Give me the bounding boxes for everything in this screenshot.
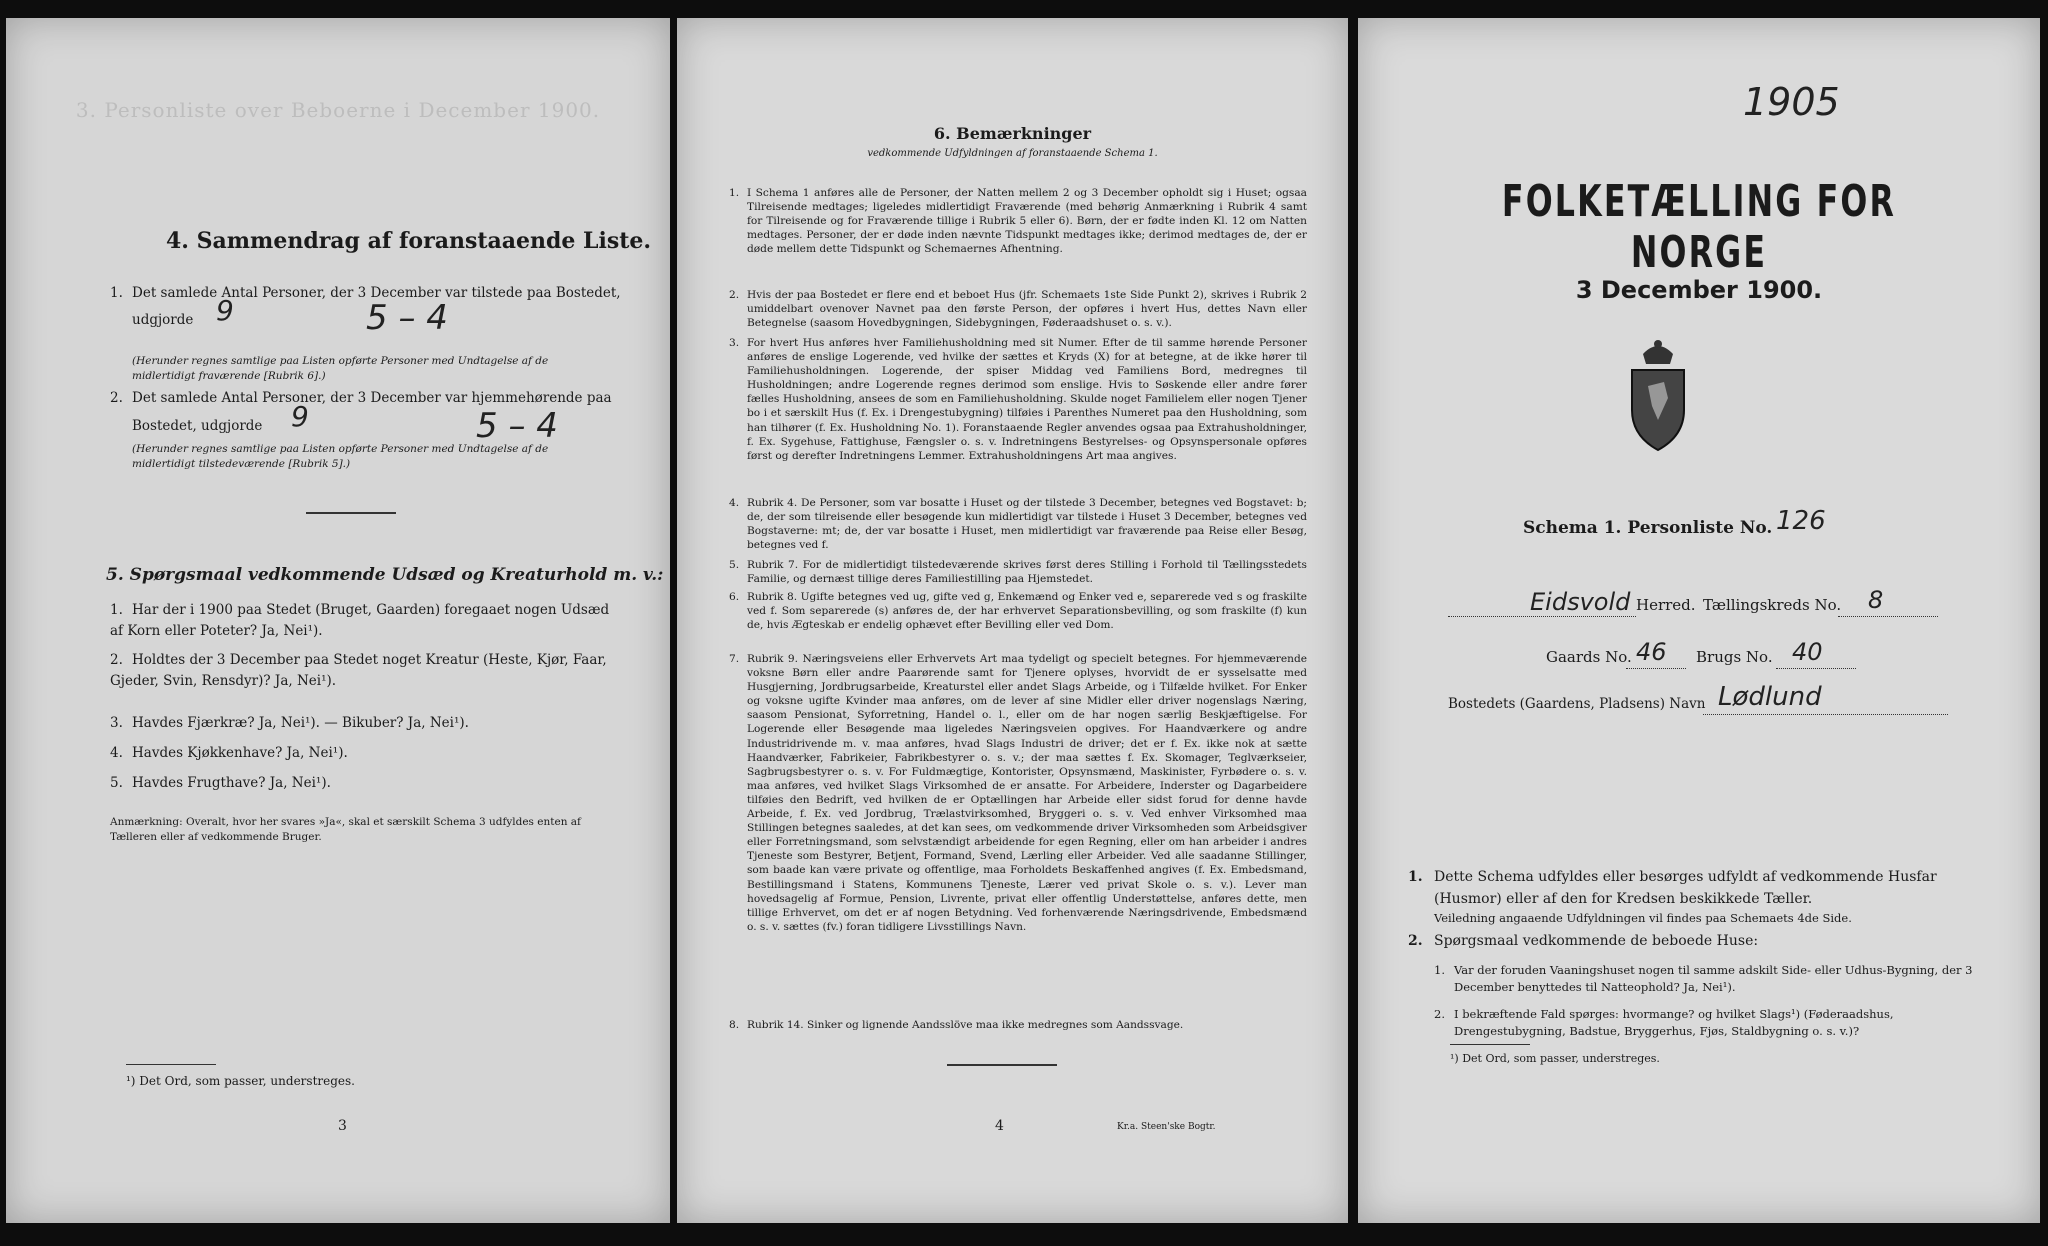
kreds-label: Tællingskreds No. [1703, 596, 1842, 614]
document-title: FOLKETÆLLING FOR NORGE [1501, 176, 1897, 278]
remark-number: 6. [729, 591, 740, 603]
remark-number: 8. [729, 1019, 740, 1031]
item-number: 2. [1408, 933, 1423, 949]
middle-page [677, 18, 1348, 1223]
item-number: 1. [110, 285, 123, 301]
handwritten-brugs-no: 40 [1792, 638, 1823, 666]
bosted-dotted-line [1703, 714, 1948, 715]
section-divider [947, 1064, 1057, 1066]
kreds-dotted-line [1838, 616, 1938, 617]
item-text: Havdes Fjærkræ? Ja, Nei¹). — Bikuber? Ja, Nei¹). [132, 715, 469, 731]
remark-6 [729, 590, 1307, 632]
handwritten-bosted-name: Lødlund [1718, 682, 1822, 712]
instruction-2 [1408, 930, 1994, 952]
section-4-title: 4. Sammendrag af foranstaaende Liste. [166, 228, 652, 254]
handwritten-gaards-no: 46 [1636, 638, 1667, 666]
remark-4 [729, 496, 1307, 552]
coat-of-arms-icon [1618, 336, 1698, 456]
handwritten-total-resident: 9 [291, 400, 309, 433]
item-number: 1. [1408, 869, 1423, 885]
gaards-label: Gaards No. [1546, 648, 1632, 666]
handwritten-total-present: 9 [216, 294, 234, 327]
question-2 [110, 650, 610, 692]
remark-number: 7. [729, 653, 740, 665]
remark-text: Rubrik 7. For de midlertidigt tilstedeværende skrives først deres Stilling i Forhold til Tællingsstedets Familie, og dernæst tillige deres Familiestilling paa Hjemstedet. [747, 559, 1307, 586]
left-page [6, 18, 670, 1223]
item-number: 2. [110, 390, 123, 406]
handwritten-year: 1905 [1743, 80, 1840, 124]
brugs-dotted-line [1776, 668, 1856, 669]
remark-text: Hvis der paa Bostedet er flere end et beboet Hus (jfr. Schemaets 1ste Side Punkt 2), skrives i Rubrik 2 umiddelbart ovenover Navnet paa den første Person, der opføres i hvert Hus, dettes Navn eller Betegnelse (saasom Hovedbygningen, Sidebygningen, Føderaadshuset o. s. v.). [747, 289, 1307, 330]
house-question-1 [1434, 962, 1994, 996]
question-3 [110, 713, 610, 734]
footnote: ¹) Det Ord, som passer, understreges. [126, 1074, 355, 1088]
remark-3 [729, 336, 1307, 463]
page-number: 3 [338, 1118, 347, 1134]
footnote: ¹) Det Ord, som passer, understreges. [1450, 1052, 1660, 1065]
question-4 [110, 743, 610, 764]
section-5-title: 5. Spørgsmaal vedkommende Udsæd og Kreaturhold m. v.: [106, 565, 664, 585]
item-text: Det samlede Antal Personer, der 3 December var hjemmehørende paa [132, 390, 612, 406]
brugs-label: Brugs No. [1696, 648, 1773, 666]
bosted-label: Bostedets (Gaardens, Pladsens) Navn [1448, 696, 1706, 712]
herred-dotted-line [1448, 616, 1636, 617]
instruction-1 [1408, 866, 1994, 910]
item-number: 1. [110, 602, 123, 618]
remark-5 [729, 558, 1307, 586]
footnote-rule [126, 1064, 216, 1065]
remark-text: Rubrik 14. Sinker og lignende Aandsslöve maa ikke medregnes som Aandssvage. [747, 1019, 1184, 1031]
item-text: Spørgsmaal vedkommende de beboede Huse: [1434, 933, 1759, 949]
instruction-1-note: Veiledning angaaende Udfyldningen vil findes paa Schemaets 4de Side. [1434, 911, 1852, 925]
schema-label: Schema 1. Personliste No. [1523, 518, 1773, 538]
handwritten-kreds-no: 8 [1868, 586, 1884, 614]
right-page [1358, 18, 2040, 1223]
remark-2 [729, 288, 1307, 330]
summary-item-1-note: (Herunder regnes samtlige paa Listen opførte Personer med Undtagelse af de midlertidigt fraværende [Rubrik 6].) [132, 355, 549, 382]
summary-item-2-line2: Bostedet, udgjorde [132, 418, 263, 434]
printer-imprint: Kr.a. Steen'ske Bogtr. [1117, 1122, 1216, 1132]
remark-text: For hvert Hus anføres hver Familiehusholdning med sit Numer. Efter de til samme hørende Personer anføres de enslige Logerende, ved hvilke der sættes et Kryds (X) for at betegne, at de ikke hører til Familiehusholdningen. Logerende, der spiser Middag ved Familiens Bord, medregnes til Husholdningen; andre Logerende regnes derimod som enslige. Hvis to Søskende eller andre fører fælles Husholdning, ansees de som en Familiehusholdning. Skulde noget Familielem eller nogen Tjener bo i et særskilt Hus (f. Ex. i Drengestubygning) tilføies i Parenthes Numeret paa den Husholdning, som han tilhører (f. Ex. Husholdning No. 1). Foranstaaende Regler anvendes ogsaa paa Extrahusholdninger, f. Ex. Sygehuse, Fattighuse, Fængsler o. s. v. Indretningens Bestyrelses- og Opsynspersonale opføres først og derefter Indretningens Lemmer. Extrahusholdningens Art maa angives. [747, 337, 1307, 462]
item-text: Har der i 1900 paa Stedet (Bruget, Gaarden) foregaaet nogen Udsæd af Korn eller Poteter? Ja, Nei¹). [110, 602, 610, 639]
remark-text: I Schema 1 anføres alle de Personer, der Natten mellem 2 og 3 December opholdt sig i Huset; ogsaa Tilreisende medtages; ligeledes midlertidigt Fraværende (med behørig Anmærkning i Rubrik 4 samt for Tilreisende og for Fraværende tillige i Rubrik 5 eller 6). Børn, der er fødte inden Kl. 12 om Natten medtages. Personer, der er døde inden nævnte Tidspunkt medtages ikke; derimod medtages de, der er døde mellem dette Tidspunkt og Schemaernes Afhentning. [747, 187, 1307, 256]
summary-item-1-line2: udgjorde [132, 312, 194, 328]
section-5-remark: Anmærkning: Overalt, hvor her svares »Ja«, skal et særskilt Schema 3 udfyldes enten af Tælleren eller af vedkommende Bruger. [110, 816, 581, 843]
remark-number: 1. [729, 187, 740, 199]
item-text: I bekræftende Fald spørges: hvormange? og hvilket Slags¹) (Føderaadshus, Drengestubygning, Badstue, Bryggerhus, Fjøs, Staldbygning o. s. v.)? [1454, 1007, 1894, 1038]
remarks-title: 6. Bemærkninger [933, 124, 1092, 143]
remark-1 [729, 186, 1307, 256]
summary-item-2-note: (Herunder regnes samtlige paa Listen opførte Personer med Undtagelse af de midlertidigt tilstedeværende [Rubrik 5].) [132, 443, 549, 470]
item-number: 5. [110, 775, 123, 791]
remark-text: Rubrik 8. Ugifte betegnes ved ug, gifte ved g, Enkemænd og Enker ved e, separerede ved s og fraskilte ved f. Som separerede (s) anføres de, der har erhvervet Separationsbevilling, og som fraskilte (f) kun de, hvis Ægteskab er endelig ophævet efter Bevilling eller ved Dom. [747, 591, 1307, 632]
handwritten-personliste-no: 126 [1776, 506, 1826, 536]
remark-text: Rubrik 4. De Personer, som var bosatte i Huset og der tilstede 3 December, betegnes ved Bogstavet: b; de, der som tilreisende eller besøgende kun midlertidigt var tilstede i Huset 3 December, betegnes ved Bogstaverne: mt; de, der var bosatte i Huset, men midlertidigt var fraværende paa Reise eller Besøg, betegnes ved f. [747, 497, 1307, 552]
item-text: Havdes Kjøkkenhave? Ja, Nei¹). [132, 745, 348, 761]
census-date: 3 December 1900. [1575, 276, 1823, 304]
item-text: Dette Schema udfyldes eller besørges udfyldt af vedkommende Husfar (Husmor) eller af den for Kredsen beskikkede Tæller. [1434, 869, 1937, 907]
remark-number: 5. [729, 559, 740, 571]
footnote-rule [1450, 1044, 1530, 1045]
item-number: 2. [110, 652, 123, 668]
item-text: Holdtes der 3 December paa Stedet noget Kreatur (Heste, Kjør, Faar, Gjeder, Svin, Rensdyr)? Ja, Nei¹). [110, 652, 607, 689]
handwritten-herred: Eidsvold [1530, 588, 1631, 616]
item-text: Det samlede Antal Personer, der 3 December var tilstede paa Bostedet, [132, 285, 621, 301]
handwritten-split-present: 5 – 4 [366, 298, 448, 338]
item-number: 3. [110, 715, 123, 731]
remark-text: Rubrik 9. Næringsveiens eller Erhvervets Art maa tydeligt og specielt betegnes. For hjemmeværende voksne Børn eller andre Paarørende samt for Tjenere oplyses, hvorvidt de er sysselsatte med Husgjerning, Jordbrugsarbeide, Kreaturstel eller andet Slags Arbeide, og i Tilfælde hvilket. For Enker og voksne ugifte Kvinder maa anføres, om de lever af sine Midler eller driver nogenslags Næring, saasom Pensionat, Syforretning, Handel o. l., eller om de har nogen særlig Beskjæftigelse. For Logerende eller Besøgende maa ligeledes Næringsveien opgives. For Haandværkere og andre Industridrivende m. v. maa anføres, hvad Slags Industri de driver; det er f. Ex. ikke nok at sætte Haandværker, Fabrikeier, Fabrikbestyrer o. s. v.; der maa sættes f. Ex. Skomager, Teglværkseier, Sagbrugsbestyrer o. s. v. For Fuldmægtige, Kontorister, Opsynsmænd, Maskinister, Fyrbødere o. s. v. maa anføres, ved hvilket Slags Virksomhed de er ansatte. For Arbeidere, Inderster og Dagarbeidere tilføies den Bedrift, ved hvilken de er Optællingen har Arbeide eller sidst forud for denne havde Arbeide, f. Ex. ved Jordbrug, Trælastvirksomhed, Bryggeri o. s. v. Ved enhver Virksomhed maa Stillingen betegnes saaledes, at det kan sees, om vedkommende driver Virksomheden som Arbeidsgiver eller Forretningsmand, som selvstændigt arbeidende for egen Regning, eller om han arbeider i andres Tjeneste som Bestyrer, Betjent, Formand, Svend, Lærling eller Arbeider. Ved alle saadanne Stillinger, som baade kan være private og offentlige, maa Forholdets Beskaffenhed angives (f. Ex. Embedsmand, Bestillingsmand i Statens, Kommunens Tjeneste, Lærer ved privat Skole o. s. v.). Lever man hovedsagelig af Formue, Pension, Livrente, privat eller offentlig Understøttelse, anføres dette, men tillige Erhvervet, om det er af nogen Betydning. Ved forhenværende Næringsdrivende, Embedsmænd o. s. v. sættes (fv.) foran tidligere Livsstillings Navn. [747, 653, 1307, 933]
remark-number: 2. [729, 289, 740, 301]
remark-7 [729, 652, 1307, 934]
remark-number: 3. [729, 337, 740, 349]
question-1 [110, 600, 610, 642]
gaards-dotted-line [1626, 668, 1686, 669]
page-number: 4 [995, 1118, 1004, 1134]
item-number: 2. [1434, 1007, 1445, 1021]
bleed-through-header: 3. Personliste over Beboerne i December 1900. [75, 98, 601, 122]
house-question-2 [1434, 1006, 1994, 1040]
remarks-subtitle: vedkommende Udfyldningen af foranstaaende Schema 1. [867, 148, 1158, 159]
remark-8 [729, 1018, 1307, 1032]
item-text: Var der foruden Vaaningshuset nogen til samme adskilt Side- eller Udhus-Bygning, der 3 December benyttedes til Natteophold? Ja, Nei¹). [1454, 963, 1973, 994]
item-number: 4. [110, 745, 123, 761]
item-text: Havdes Frugthave? Ja, Nei¹). [132, 775, 331, 791]
section-divider [306, 512, 396, 514]
remark-number: 4. [729, 497, 740, 509]
handwritten-split-resident: 5 – 4 [476, 406, 558, 446]
herred-label: Herred. [1636, 596, 1696, 614]
item-number: 1. [1434, 963, 1445, 977]
question-5 [110, 773, 610, 794]
